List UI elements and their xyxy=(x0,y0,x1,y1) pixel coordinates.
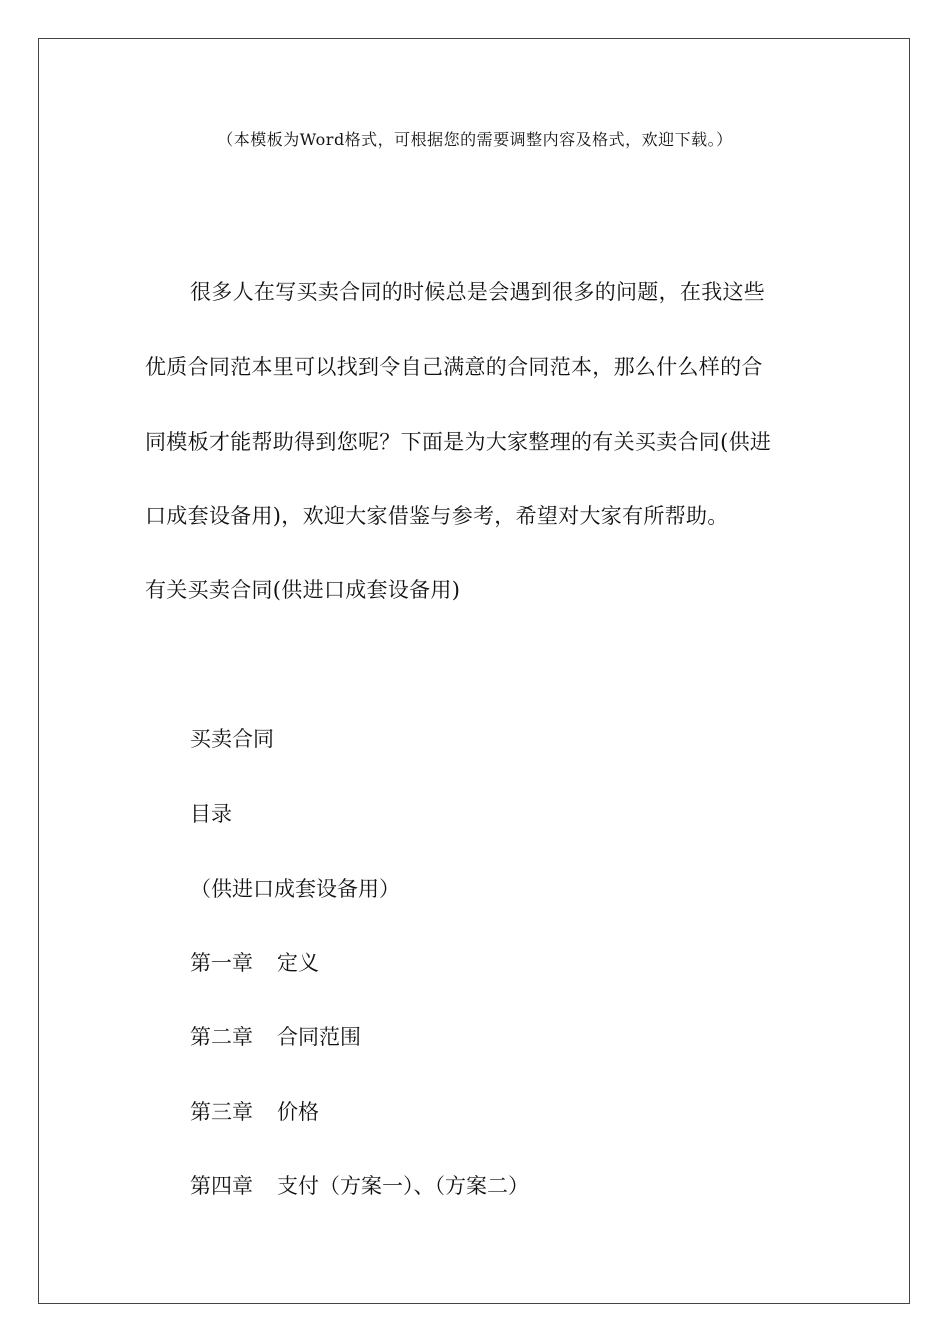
toc-chapter-3 xyxy=(190,1096,319,1126)
toc-chapter-4 xyxy=(190,1170,529,1200)
toc-heading: 目录 xyxy=(190,802,232,826)
intro-line-2: 优质合同范本里可以找到令自己满意的合同范本，那么什么样的合 xyxy=(145,355,763,379)
toc-subtitle: （供进口成套设备用） xyxy=(190,877,400,901)
intro-line-3: 同模板才能帮助得到您呢？下面是为大家整理的有关买卖合同(供进 xyxy=(145,430,772,454)
chapter-title: 合同范围 xyxy=(277,1025,361,1049)
intro-line-4: 口成套设备用)，欢迎大家借鉴与参考，希望对大家有所帮助。 xyxy=(145,504,729,528)
chapter-number: 第一章 xyxy=(190,951,253,975)
chapter-number: 第四章 xyxy=(190,1174,253,1198)
page-border xyxy=(38,38,910,1304)
template-notice: （本模板为Word格式，可根据您的需要调整内容及格式，欢迎下载。） xyxy=(217,130,733,149)
contract-name: 买卖合同 xyxy=(190,727,274,751)
chapter-number: 第二章 xyxy=(190,1025,253,1049)
document-title: 有关买卖合同(供进口成套设备用) xyxy=(145,578,461,602)
intro-line-1: 很多人在写买卖合同的时候总是会遇到很多的问题，在我这些 xyxy=(190,280,766,304)
chapter-number: 第三章 xyxy=(190,1100,253,1124)
chapter-title: 价格 xyxy=(277,1100,319,1124)
chapter-title: 定义 xyxy=(277,951,319,975)
toc-chapter-1 xyxy=(190,947,319,977)
toc-chapter-2 xyxy=(190,1021,361,1051)
chapter-title: 支付（方案一）、（方案二） xyxy=(277,1174,529,1198)
